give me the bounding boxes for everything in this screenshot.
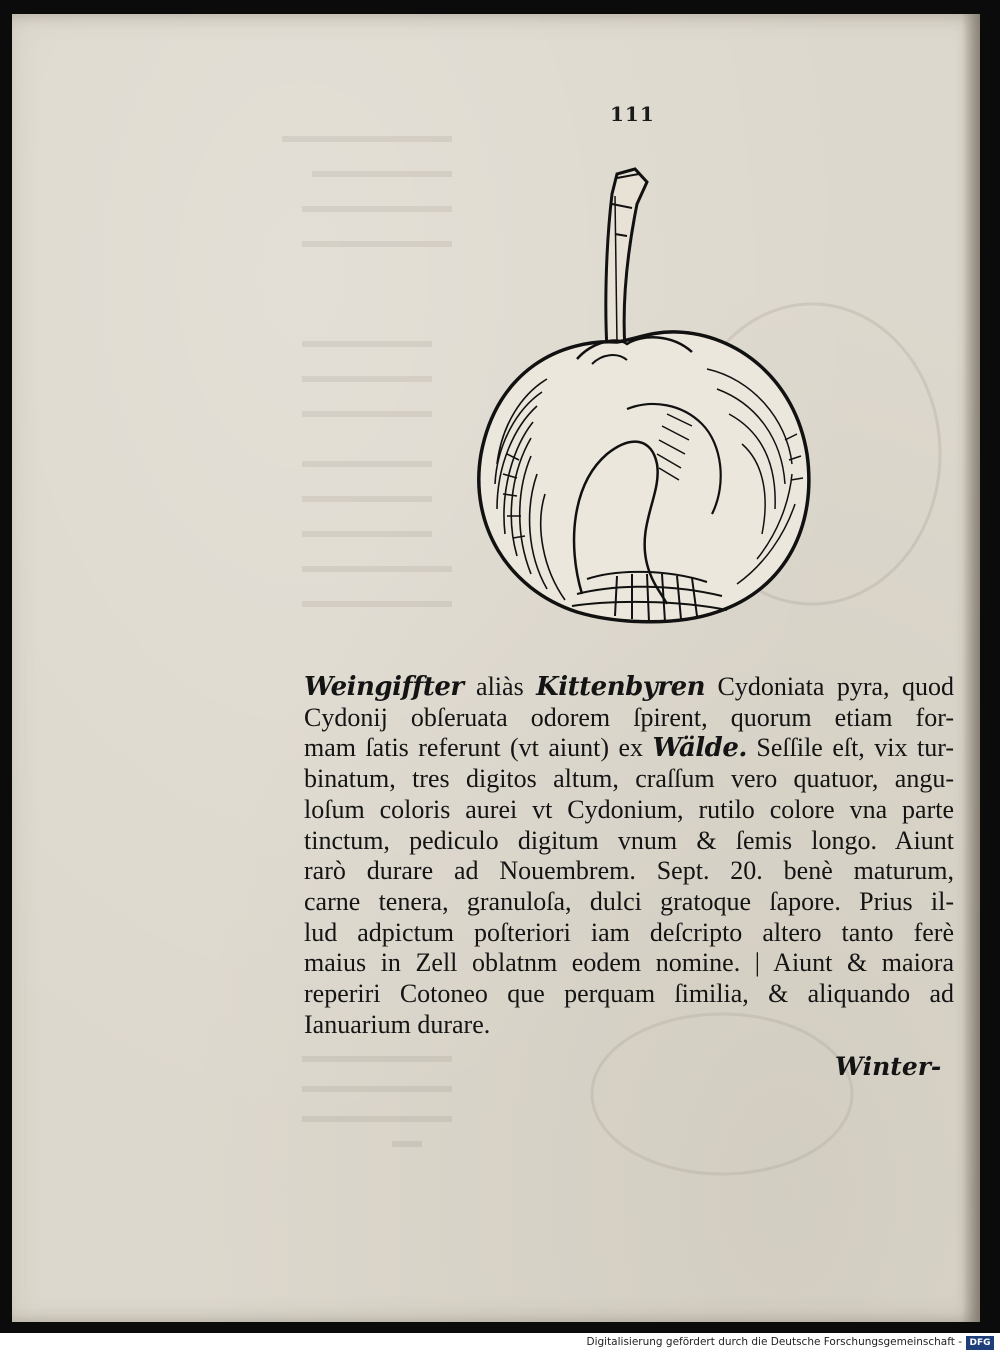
catchword: Winter- [835,1052,942,1081]
page-number: 111 [610,102,655,126]
quince-pear-woodcut-icon [467,164,837,634]
blackletter-name: Wälde. [652,733,747,764]
text-line: tinctum, pediculo digitum vnum & ſemis longo. Aiunt [304,825,954,855]
book-page [12,14,980,1322]
footer-bar [0,1333,1000,1353]
text-line: rarò durare ad Nouembrem. Sept. 20. benè maturum, [304,856,954,886]
text-line: loſum coloris aurei vt Cydonium, rutilo colore vna parte [304,794,954,824]
text-line: Cydonij obſeruata odorem ſpirent, quorum etiam for- [304,702,954,732]
text-line: Ianuarium durare. [304,1009,491,1039]
blackletter-name: Kittenbyren [536,672,706,702]
blackletter-name: Weingiffter [304,672,464,702]
text-line: reperiri Cotoneo que perquam ſimilia, & aliquando ad [304,979,954,1009]
text-line: Weingiffter aliàs Kittenbyren Cydoniata pyra, quod [304,672,954,702]
text-line: mam ſatis referunt (vt aiunt) ex Wälde. Seſſile eſt, vix tur- [304,733,954,764]
text-line: binatum, tres digitos altum, craſſum vero quatuor, angu- [304,764,954,794]
footer-credit: Digitalisierung gefördert durch die Deutsche Forschungsgemeinschaft - [586,1336,962,1348]
description-text [304,672,954,1040]
dfg-logo: DFG [966,1336,994,1350]
text-line: maius in Zell oblatnm eodem nomine. | Aiunt & maiora [304,948,954,978]
text-line: carne tenera, granuloſa, dulci gratoque ſapore. Prius il- [304,886,954,916]
text-line: lud adpictum poſteriori iam deſcripto altero tanto ferè [304,917,954,947]
